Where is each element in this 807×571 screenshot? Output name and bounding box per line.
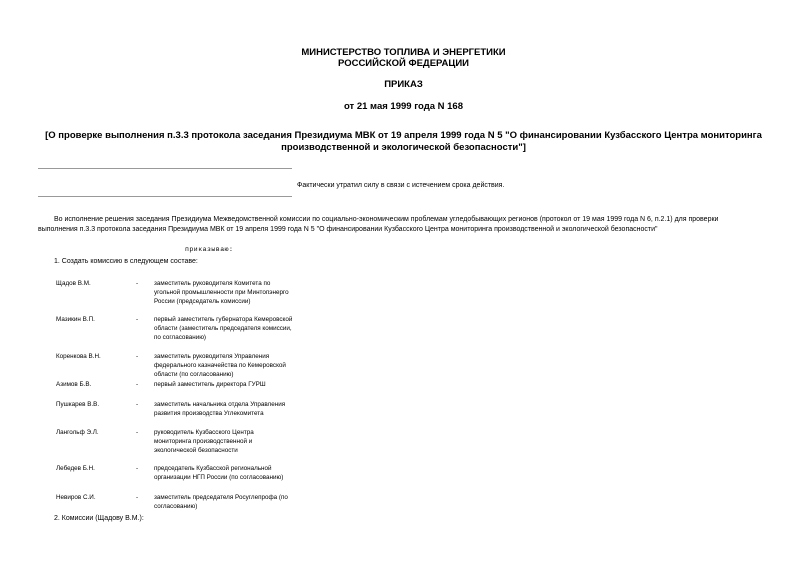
member-dash: - [136,429,139,436]
order-item-2: 2. Комиссии (Щадову В.М.): [54,515,144,522]
member-role: руководитель Кузбасского Центра мониторинга производственной и экологической безопасности [154,429,254,454]
member-name: Азимов Б.В. [56,381,92,388]
member-dash: - [136,494,139,501]
member-role: заместитель руководителя Управления федерального казначейства по Кемеровской области (по согласованию) [154,353,286,378]
intro-paragraph-line-1: Во исполнение решения заседания Президиума Межведомственной комиссии по социально-экономическим проблемам угледобывающих регионов (протокол от 19 мая 1999 года N 6, п.2.1) для проверки [54,216,719,223]
member-role: заместитель начальника отдела Управления развития производства Углекомитета [154,401,286,417]
member-role: заместитель председателя Росуглепрофа (по согласованию) [154,494,288,510]
member-dash: - [136,401,139,408]
member-name: Пушкарев В.В. [56,401,100,408]
document-type: ПРИКАЗ [384,79,423,90]
member-name: Лебедев Б.Н. [56,465,95,472]
member-name: Лангольф Э.Л. [56,429,99,436]
document-title-line-1: [О проверке выполнения п.3.3 протокола заседания Президиума МВК от 19 апреля 1999 года N 5 "О финансировании Кузбасского Центра мониторинга [45,130,762,141]
separator-bottom [38,196,292,197]
member-dash: - [136,465,139,472]
member-role: председатель Кузбасской региональной организации НГП России (по согласованию) [154,465,284,481]
separator-top [38,168,292,169]
document-title-line-2: производственной и экологической безопасности"] [281,142,526,153]
member-name: Мазикин В.П. [56,316,95,323]
document-date-number: от 21 мая 1999 года N 168 [343,101,464,112]
member-role: заместитель руководителя Комитета по угольной промышленности при Минтопэнерго России (председатель комиссии) [154,280,289,305]
member-dash: - [136,381,139,388]
member-name: Щадов В.М. [56,280,91,287]
member-name: Коренкова В.Н. [56,353,101,360]
ministry-line-2: РОССИЙСКОЙ ФЕДЕРАЦИИ [337,58,469,69]
member-role: первый заместитель директора ГУРШ [154,381,266,388]
status-note: Фактически утратил силу в связи с истечением срока действия. [297,182,505,189]
member-dash: - [136,316,139,323]
order-word: приказываю: [185,246,234,253]
member-role: первый заместитель губернатора Кемеровской области (заместитель председателя комиссии, по согласованию) [154,316,293,341]
intro-paragraph-line-2: выполнения п.3.3 протокола заседания Президиума МВК от 19 апреля 1999 года N 5 "О финансировании Кузбасского Центра мониторинга производственной и экологической безопасности" [38,226,658,233]
member-dash: - [136,353,139,360]
member-dash: - [136,280,139,287]
order-item-1: 1. Создать комиссию в следующем составе: [54,258,198,265]
ministry-line-1: МИНИСТЕРСТВО ТОПЛИВА И ЭНЕРГЕТИКИ [301,47,506,58]
member-name: Невиров С.И. [56,494,96,501]
